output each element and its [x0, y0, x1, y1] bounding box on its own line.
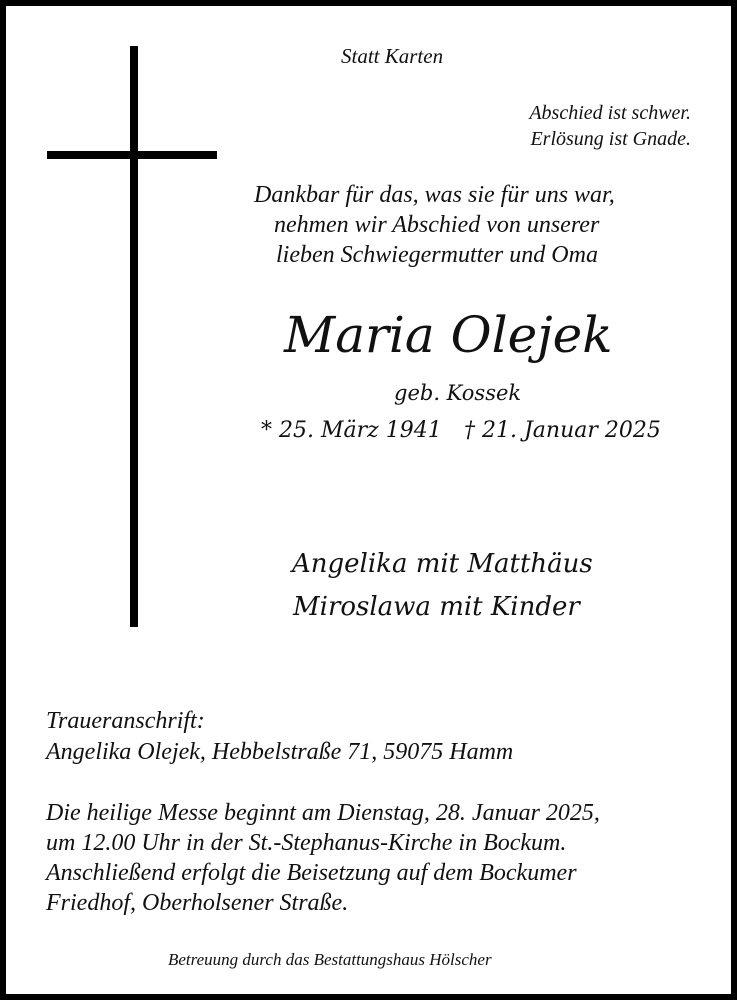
- intro-line: Dankbar für das, was sie für uns war,: [254, 182, 615, 208]
- motto-line: Erlösung ist Gnade.: [530, 128, 691, 150]
- address-label: Traueranschrift:: [46, 708, 205, 734]
- maiden-name: geb. Kossek: [394, 381, 522, 405]
- intro-line: nehmen wir Abschied von unserer: [274, 212, 600, 238]
- address-value: Angelika Olejek, Hebbelstraße 71, 59075 Hamm: [46, 739, 514, 765]
- service-line: um 12.00 Uhr in der St.-Stephanus-Kirche in Bockum.: [46, 830, 567, 856]
- header: Statt Karten: [341, 44, 444, 68]
- service-line: Anschließend erfolgt die Beisetzung auf dem Bockumer: [46, 860, 577, 886]
- cross-icon: [130, 46, 138, 627]
- birth-date: * 25. März 1941: [261, 418, 442, 443]
- mourner: Angelika mit Matthäus: [292, 549, 593, 579]
- death-date: † 21. Januar 2025: [464, 418, 661, 443]
- service-line: Die heilige Messe beginnt am Dienstag, 28. Januar 2025,: [46, 800, 600, 826]
- deceased-name: Maria Olejek: [284, 306, 613, 364]
- service-line: Friedhof, Oberholsener Straße.: [46, 890, 349, 916]
- mourner: Miroslawa mit Kinder: [293, 592, 580, 622]
- footer: Betreuung durch das Bestattungshaus Hölscher: [168, 950, 492, 969]
- motto-line: Abschied ist schwer.: [529, 102, 691, 124]
- cross-icon-bar: [47, 151, 217, 159]
- intro-line: lieben Schwiegermutter und Oma: [276, 242, 598, 268]
